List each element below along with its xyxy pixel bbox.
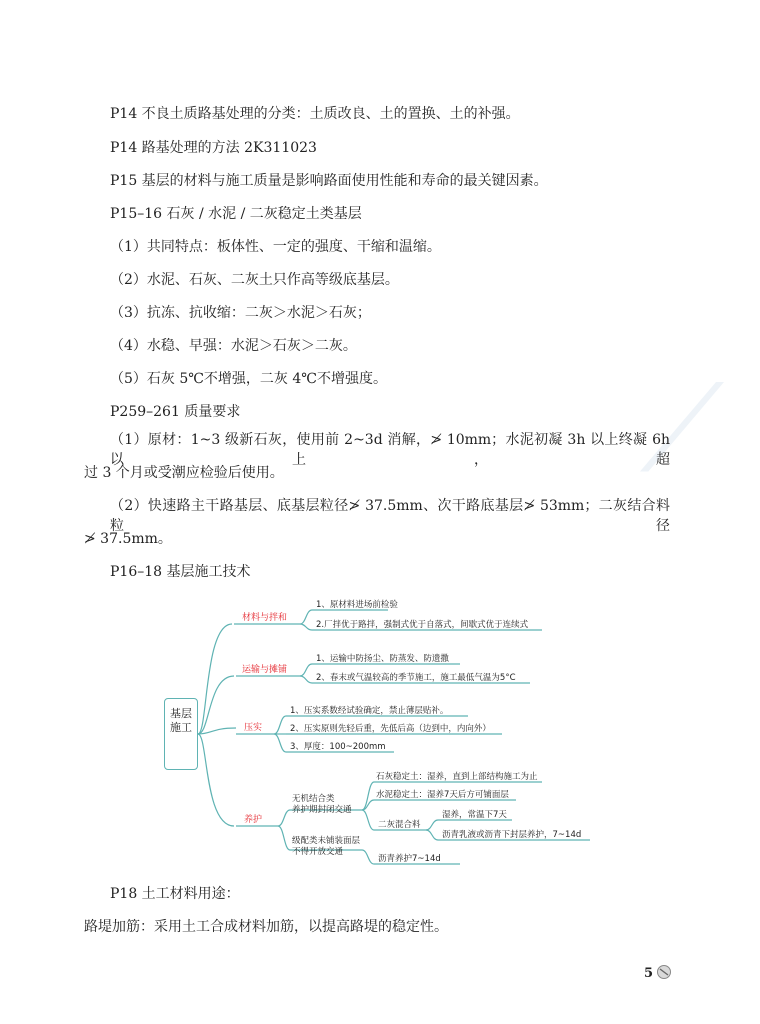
paragraph: ≯ 37.5mm。 <box>84 531 172 547</box>
paragraph: （2）水泥、石灰、二灰土只作高等级底基层。 <box>110 272 399 288</box>
leaf-text: 1、原材料进场前检验 <box>316 600 398 610</box>
paragraph: 路堤加筋：采用土工合成材料加筋，以提高路堤的稳定性。 <box>84 919 448 935</box>
mindmap-connectors <box>150 588 610 878</box>
paragraph: 过 3 个月或受潮应检验后使用。 <box>84 465 284 481</box>
curing-sub2: 不得开放交通 <box>292 847 344 857</box>
paragraph: （4）水稳、早强：水泥＞石灰＞二灰。 <box>110 338 357 354</box>
mindmap-diagram <box>150 588 610 878</box>
leaf-text: 2、春末或气温较高的季节施工，施工最低气温为5°C <box>316 673 516 683</box>
leaf-text: 石灰稳定土：湿养，直到上部结构施工为止 <box>376 772 538 782</box>
page-corner-icon <box>656 964 672 980</box>
paragraph: （1）原材：1~3 级新石灰，使用前 2~3d 消解，≯ 10mm；水泥初凝 3h 以上终凝 6h 以上，超 <box>110 432 670 468</box>
leaf-text: 1、压实系数经试验确定，禁止薄层贴补。 <box>290 706 449 716</box>
paragraph: P14 路基处理的方法 2K311023 <box>110 140 317 156</box>
leaf-text: 2、压实原则先轻后重，先低后高（边到中，内向外） <box>290 724 491 734</box>
paragraph: P18 土工材料用途： <box>110 886 240 902</box>
leaf-text: 沥青乳液或沥青下封层养护，7~14d <box>442 830 582 840</box>
connector <box>198 676 234 734</box>
paragraph: （1）共同特点：板体性、一定的强度、干缩和温缩。 <box>110 239 441 255</box>
paragraph: （3）抗冻、抗收缩：二灰＞水泥＞石灰； <box>110 305 371 321</box>
paragraph: P15–16 石灰 / 水泥 / 二灰稳定土类基层 <box>110 206 362 222</box>
paragraph: P15 基层的材料与施工质量是影响路面使用性能和寿命的最关键因素。 <box>110 173 548 189</box>
leaf-text: 沥青养护7~14d <box>378 854 441 864</box>
leaf-text: 二灰混合料 <box>378 820 421 830</box>
leaf-text: 3、厚度：100~200mm <box>290 742 386 752</box>
curing-sub1: 无机结合类 <box>292 794 335 804</box>
page-number: 5 <box>644 966 654 981</box>
branch-transport: 运输与摊铺 <box>242 665 288 675</box>
paragraph: （2）快速路主干路基层、底基层粒径≯ 37.5mm、次干路底基层≯ 53mm；二灰结合料粒径 <box>110 498 670 534</box>
paragraph: P14 不良土质路基处理的分类：土质改良、土的置换、土的补强。 <box>110 106 520 122</box>
paragraph: P259–261 质量要求 <box>110 404 241 420</box>
branch-curing: 养护 <box>244 815 263 825</box>
connector <box>198 624 232 734</box>
branch-material: 材料与拌和 <box>242 613 288 623</box>
branch-compaction: 压实 <box>244 723 263 733</box>
connector <box>198 734 234 826</box>
paragraph: （5）石灰 5℃不增强，二灰 4℃不增强度。 <box>110 371 387 387</box>
leaf-text: 1、运输中防扬尘、防蒸发、防遗撒 <box>316 654 449 664</box>
paragraph: P16–18 基层施工技术 <box>110 564 251 580</box>
curing-sub2: 级配类未铺装面层 <box>292 836 361 846</box>
watermark: ⟋ <box>640 360 724 499</box>
leaf-text: 水泥稳定土：湿养7天后方可铺面层 <box>376 790 509 800</box>
mindmap-root: 基层施工 <box>164 698 198 770</box>
leaf-text: 2.厂拌优于路拌，强制式优于自落式，间歇式优于连续式 <box>316 620 529 630</box>
curing-sub1: 养护期封闭交通 <box>292 805 352 815</box>
leaf-text: 湿养，常温下7天 <box>442 810 507 820</box>
